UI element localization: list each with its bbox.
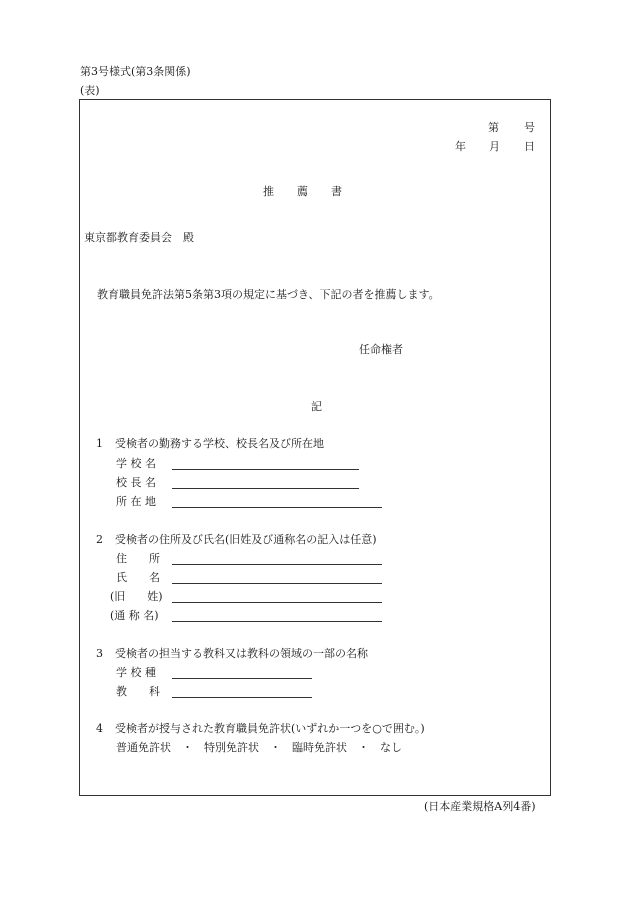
document-title: 推 薦 書 [263,185,348,198]
section-2-heading: 受検者の住所及び氏名(旧姓及び通称名の記入は任意) [115,533,377,546]
address-line[interactable] [172,564,382,565]
former-surname-line[interactable] [172,602,382,603]
subject-line[interactable] [172,697,312,698]
subject-label: 教 科 [116,685,160,698]
school-name-label: 学 校 名 [116,457,156,470]
date-month: 月 [489,140,500,153]
principal-name-label: 校 長 名 [116,476,156,489]
location-label: 所 在 地 [116,495,156,508]
section-3-heading: 受検者の担当する教科又は教科の領域の一部の名称 [115,647,368,660]
section-4-number: 4 [96,722,103,735]
form-number: 第3号様式(第3条関係) [80,65,191,78]
number-go: 号 [524,121,535,134]
principal-name-line[interactable] [172,488,359,489]
addressee: 東京都教育委員会 殿 [84,231,194,244]
section-4-heading: 受検者が授与された教育職員免許状(いずれか一つを○で囲む。) [115,722,425,735]
former-surname-label: (旧 姓) [110,590,163,603]
alias-line[interactable] [172,621,382,622]
section-1-number: 1 [96,437,103,450]
name-label: 氏 名 [116,571,160,584]
date-year: 年 [455,140,466,153]
school-type-label: 学 校 種 [116,666,156,679]
date-day: 日 [524,140,535,153]
license-options[interactable]: 普通免許状 ・ 特別免許状 ・ 臨時免許状 ・ なし [116,741,402,754]
ki-label: 記 [311,400,322,413]
jis-footnote: (日本産業規格A列4番) [424,800,536,813]
recommendation-text: 教育職員免許法第5条第3項の規定に基づき、下記の者を推薦します。 [97,288,440,301]
school-name-line[interactable] [172,469,359,470]
school-type-line[interactable] [172,678,312,679]
side-label: (表) [80,84,100,97]
alias-label: (通 称 名) [110,609,159,622]
section-1-heading: 受検者の勤務する学校、校長名及び所在地 [115,437,324,450]
section-3-number: 3 [96,647,103,660]
location-line[interactable] [172,507,382,508]
section-2-number: 2 [96,533,103,546]
address-label: 住 所 [116,552,160,565]
number-dai: 第 [488,121,499,134]
name-line[interactable] [172,583,382,584]
appointer-label: 任命権者 [359,343,403,356]
